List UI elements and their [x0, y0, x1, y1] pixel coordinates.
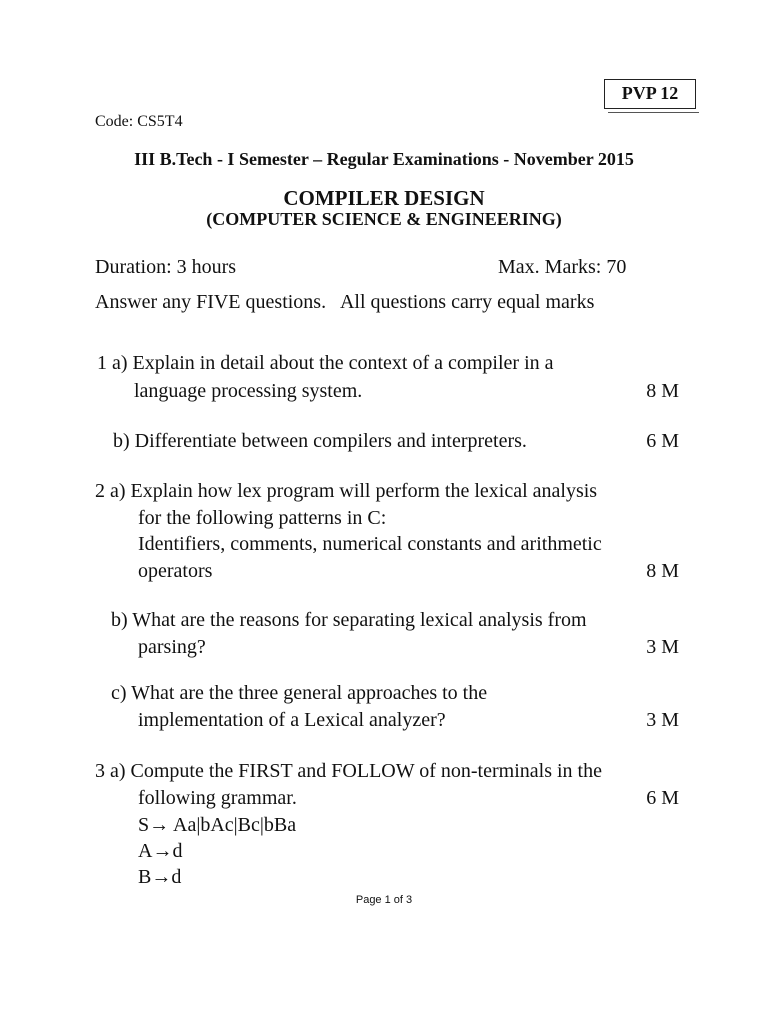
page-number: Page 1 of 3 — [355, 894, 413, 906]
q1a-marks: 8 M — [646, 380, 679, 402]
paper-code-box: PVP 12 — [604, 79, 696, 109]
q2a-line3: Identifiers, comments, numerical constants and arithmetic — [138, 533, 602, 555]
q1a-line1: 1 a) Explain in detail about the context of a compiler in a — [97, 352, 554, 374]
q1b-marks: 6 M — [646, 430, 679, 452]
branch-title: (COMPUTER SCIENCE & ENGINEERING) — [206, 209, 562, 229]
q2a-line4: operators — [138, 560, 213, 582]
grammar-rule-a: A→d — [138, 840, 183, 862]
q2b-marks: 3 M — [646, 636, 679, 658]
q3a-line2: following grammar. — [138, 787, 297, 809]
grammar-rule-b: B→d — [138, 866, 182, 888]
q2a-marks: 8 M — [646, 560, 679, 582]
q2c-marks: 3 M — [646, 709, 679, 731]
q3a-line1: 3 a) Compute the FIRST and FOLLOW of non-terminals in the — [95, 760, 602, 782]
q2c-line1: c) What are the three general approaches to the — [111, 682, 488, 704]
q2a-line1: 2 a) Explain how lex program will perform the lexical analysis — [95, 480, 598, 502]
subject-title: COMPILER DESIGN — [283, 186, 485, 210]
instructions: Answer any FIVE questions. All questions carry equal marks — [95, 291, 595, 313]
duration: Duration: 3 hours — [95, 256, 237, 278]
course-code: Code: CS5T4 — [95, 113, 183, 130]
grammar-rule-s: S→ Aa|bAc|Bc|bBa — [138, 814, 297, 836]
q3a-marks: 6 M — [646, 787, 679, 809]
q1b-line1: b) Differentiate between compilers and interpreters. — [113, 430, 527, 452]
max-marks: Max. Marks: 70 — [498, 256, 627, 278]
q2b-line2: parsing? — [138, 636, 206, 658]
q2a-line2: for the following patterns in C: — [138, 507, 387, 529]
exam-title: III B.Tech - I Semester – Regular Examinations - November 2015 — [134, 149, 634, 169]
q2b-line1: b) What are the reasons for separating lexical analysis from — [111, 609, 587, 631]
q2c-line2: implementation of a Lexical analyzer? — [138, 709, 446, 731]
q1a-line2: language processing system. — [134, 380, 363, 402]
